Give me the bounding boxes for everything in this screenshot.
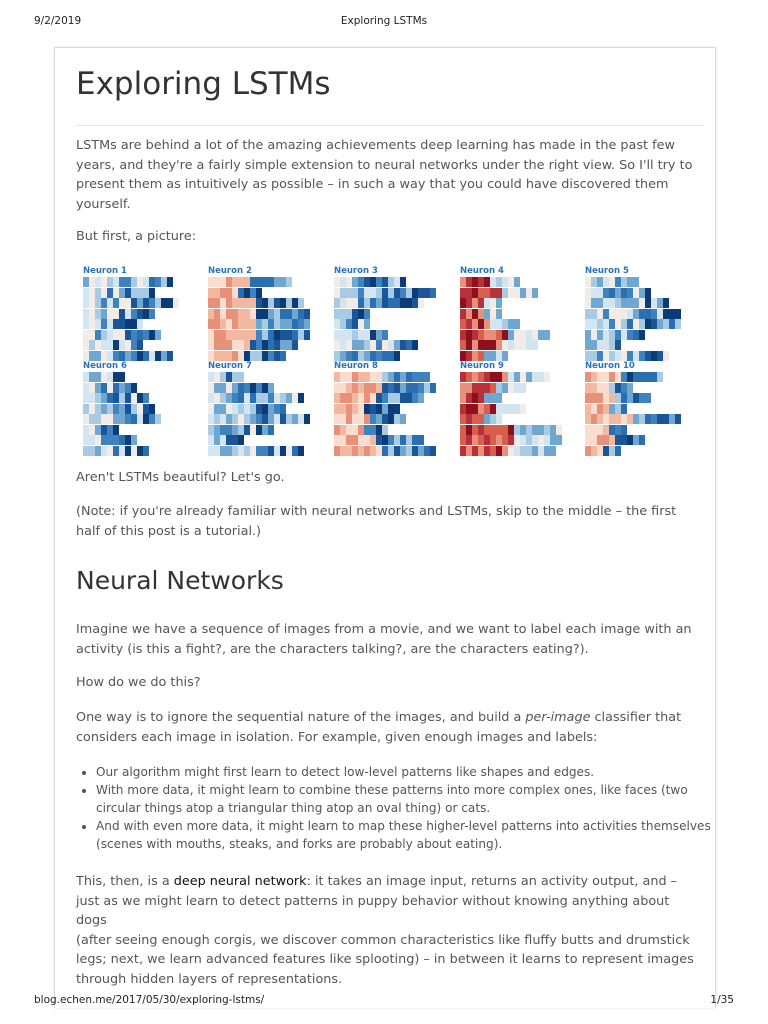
heatmap-row	[208, 298, 304, 308]
heatmap-row	[83, 404, 155, 414]
heatmap-cell	[645, 288, 651, 298]
heatmap-row	[460, 414, 502, 424]
heatmap-cell	[424, 372, 430, 382]
heatmap-cell	[394, 351, 400, 361]
heatmap-cell	[544, 330, 550, 340]
heatmap-row	[83, 446, 149, 456]
heatmap-cell	[155, 330, 161, 340]
heatmap-row	[585, 298, 669, 308]
deep-neural-network-term: deep neural network	[173, 874, 307, 889]
heatmap-row	[208, 372, 244, 382]
neuron-label: Neuron 10	[585, 361, 635, 371]
neuron-label: Neuron 2	[208, 266, 252, 276]
heatmap-row	[585, 446, 621, 456]
neuron-label: Neuron 3	[334, 266, 378, 276]
heatmap-row	[334, 351, 400, 361]
heatmap-cell	[621, 404, 627, 414]
paragraph-line: legs; next, we learn advanced features like splooting) – in between it learns to represent images	[76, 952, 694, 967]
heatmap-row	[208, 288, 262, 298]
heatmap-cell	[280, 404, 286, 414]
heatmap-cell	[615, 446, 621, 456]
heatmap-row	[208, 330, 310, 340]
heatmap-cell	[268, 383, 274, 393]
print-date: 9/2/2019	[34, 15, 82, 27]
heatmap-row	[460, 393, 502, 403]
note-paragraph	[76, 502, 701, 541]
heatmap-cell	[412, 340, 418, 350]
heatmap-row	[460, 288, 538, 298]
heatmap-row	[208, 309, 310, 319]
heatmap-row	[460, 298, 502, 308]
heatmap-row	[460, 351, 508, 361]
paragraph-text: One way is to ignore the sequential nature of the images, and build a	[76, 710, 526, 725]
heatmap-cell	[550, 446, 556, 456]
heatmap-cell	[394, 404, 400, 414]
heatmap-cell	[400, 277, 406, 287]
heatmap-cell	[364, 319, 370, 329]
list-item-line: And with even more data, it might learn to map these higher-level patterns into activities themselves	[96, 819, 711, 833]
heatmap-row	[460, 309, 502, 319]
page-number: 1/35	[710, 994, 734, 1006]
heatmap-row	[334, 446, 436, 456]
print-url: blog.echen.me/2017/05/30/exploring-lstms/	[34, 994, 265, 1006]
heatmap-row	[83, 298, 179, 308]
heatmap-row	[334, 330, 388, 340]
heatmap-cell	[131, 383, 137, 393]
heatmap-cell	[556, 435, 562, 445]
heatmap-cell	[418, 298, 424, 308]
heatmap-row	[460, 340, 538, 350]
heatmap-row	[83, 425, 119, 435]
heatmap-cell	[304, 414, 310, 424]
bullet-list	[78, 763, 716, 853]
list-item-line: circular things atop a triangular thing atop an oval thing) or cats.	[96, 801, 491, 815]
heatmap-cell	[621, 425, 627, 435]
print-title: Exploring LSTMs	[340, 15, 428, 27]
heatmap-cell	[520, 404, 526, 414]
heatmap-row	[83, 372, 125, 382]
heatmap-row	[585, 351, 669, 361]
heatmap-cell	[633, 277, 639, 287]
heatmap-cell	[430, 288, 436, 298]
intro-line: years, and they're a fairly simple extension to neural networks under the right view. So I'll try to	[76, 157, 693, 173]
paragraph-line: activity (is this a fight?, are the characters talking?, are the characters eating?).	[76, 641, 589, 657]
paragraph-1	[76, 620, 701, 659]
page-title: Exploring LSTMs	[76, 66, 331, 102]
heatmap-cell	[645, 393, 651, 403]
heatmap-row	[83, 319, 143, 329]
heatmap-cell	[496, 298, 502, 308]
list-item	[96, 763, 716, 781]
emphasis-text: per-image	[525, 710, 591, 725]
heatmap-row	[585, 414, 681, 424]
heatmap-row	[585, 288, 651, 298]
heatmap-cell	[430, 446, 436, 456]
neuron-label: Neuron 1	[83, 266, 127, 276]
list-item	[96, 817, 716, 853]
heatmap-row	[585, 393, 651, 403]
heatmap-cell	[131, 435, 137, 445]
heatmap-cell	[382, 425, 388, 435]
heatmap-cell	[514, 277, 520, 287]
heatmap-cell	[167, 277, 173, 287]
heatmap-cell	[238, 372, 244, 382]
neuron-label: Neuron 5	[585, 266, 629, 276]
heatmap-row	[460, 277, 520, 287]
heatmap-cell	[502, 351, 508, 361]
heatmap-row	[334, 414, 406, 424]
heatmap-cell	[364, 309, 370, 319]
heatmap-row	[585, 404, 627, 414]
heatmap-cell	[675, 319, 681, 329]
heatmap-row	[585, 330, 645, 340]
heatmap-row	[208, 393, 304, 403]
heatmap-cell	[663, 298, 669, 308]
heatmap-row	[585, 277, 639, 287]
heatmap-row	[208, 319, 310, 329]
heatmap-cell	[155, 414, 161, 424]
neuron-label: Neuron 4	[460, 266, 504, 276]
paragraph-2: How do we do this?	[76, 675, 201, 690]
paragraph-text: classifier that	[590, 710, 682, 725]
neuron-label: Neuron 6	[83, 361, 127, 371]
article-card	[54, 47, 716, 1008]
heatmap-row	[334, 277, 406, 287]
heatmap-row	[208, 414, 310, 424]
heatmap-cell	[298, 393, 304, 403]
heatmap-row	[460, 404, 526, 414]
heatmap-row	[585, 372, 663, 382]
heatmap-row	[334, 288, 436, 298]
heatmap-row	[83, 393, 149, 403]
heatmap-row	[334, 309, 370, 319]
paragraph-line: through hidden layers of representations.	[76, 971, 343, 987]
list-item-line: Our algorithm might first learn to detect low-level patterns like shapes and edges.	[96, 765, 595, 779]
heatmap-row	[460, 372, 550, 382]
heatmap-row	[460, 425, 562, 435]
heatmap-row	[585, 340, 621, 350]
heatmap-cell	[304, 309, 310, 319]
heatmap-cell	[298, 298, 304, 308]
heatmap-row	[334, 319, 370, 329]
heatmap-cell	[675, 414, 681, 424]
heatmap-row	[83, 383, 137, 393]
heatmap-row	[208, 340, 298, 350]
heatmap-cell	[238, 435, 244, 445]
heatmap-cell	[675, 309, 681, 319]
heatmap-cell	[149, 309, 155, 319]
heatmap-row	[334, 340, 418, 350]
heatmap-cell	[286, 277, 292, 287]
heatmap-row	[83, 414, 161, 424]
heatmap-row	[83, 340, 143, 350]
heatmap-row	[585, 383, 633, 393]
intro-line: LSTMs are behind a lot of the amazing achievements deep learning has made in the past few	[76, 138, 675, 153]
intro-line: yourself.	[76, 196, 131, 212]
heatmap-row	[460, 435, 562, 445]
heatmap-row	[460, 330, 550, 340]
heatmap-row	[334, 372, 430, 382]
heatmap-cell	[382, 330, 388, 340]
heatmap-row	[585, 319, 681, 329]
heatmap-cell	[143, 446, 149, 456]
heatmap-cell	[268, 425, 274, 435]
neuron-label: Neuron 7	[208, 361, 252, 371]
after-picture-text: Aren't LSTMs beautiful? Let's go.	[76, 470, 285, 485]
heatmap-cell	[280, 351, 286, 361]
paragraph-line: (after seeing enough corgis, we discover common characteristics like fluffy butts and drumstick	[76, 932, 690, 948]
section-title: Neural Networks	[76, 566, 284, 595]
heatmap-cell	[544, 372, 550, 382]
note-line: half of this post is a tutorial.)	[76, 523, 262, 539]
heatmap-cell	[137, 340, 143, 350]
heatmap-cell	[298, 446, 304, 456]
heatmap-cell	[167, 351, 173, 361]
heatmap-row	[208, 383, 274, 393]
heatmap-row	[334, 393, 424, 403]
neuron-label: Neuron 9	[460, 361, 504, 371]
heatmap-cell	[149, 404, 155, 414]
picture-intro: But first, a picture:	[76, 229, 197, 244]
heatmap-cell	[520, 383, 526, 393]
heatmap-row	[208, 435, 244, 445]
heatmap-row	[83, 351, 173, 361]
heatmap-row	[334, 404, 400, 414]
paragraph-line: just as we might learn to detect patterns in puppy behavior without knowing anything about dogs	[76, 893, 670, 928]
heatmap-cell	[430, 383, 436, 393]
heatmap-row	[460, 446, 556, 456]
heatmap-row	[334, 425, 388, 435]
heatmap-cell	[304, 330, 310, 340]
heatmap-cell	[639, 330, 645, 340]
heatmap-cell	[418, 393, 424, 403]
heatmap-cell	[496, 309, 502, 319]
heatmap-row	[208, 277, 292, 287]
heatmap-cell	[418, 435, 424, 445]
heatmap-cell	[143, 393, 149, 403]
paragraph-4	[76, 872, 701, 989]
heatmap-row	[585, 435, 645, 445]
paragraph-line: Imagine we have a sequence of images from a movie, and we want to label each image with an	[76, 622, 692, 637]
paragraph-text: This, then, is a	[76, 874, 174, 889]
paragraph-3	[76, 708, 701, 747]
heatmap-row	[208, 446, 304, 456]
heatmap-cell	[292, 340, 298, 350]
note-line: (Note: if you're already familiar with neural networks and LSTMs, skip to the middle – the first	[76, 504, 677, 519]
heatmap-row	[83, 288, 155, 298]
heatmap-row	[460, 383, 526, 393]
heatmap-row	[208, 351, 286, 361]
heatmap-row	[585, 309, 681, 319]
heatmap-row	[460, 319, 520, 329]
heatmap-cell	[556, 425, 562, 435]
heatmap-cell	[400, 414, 406, 424]
heatmap-cell	[173, 298, 179, 308]
heatmap-cell	[627, 383, 633, 393]
paragraph-text: : it takes an image input, returns an activity output, and –	[306, 874, 678, 889]
heatmap-row	[334, 383, 436, 393]
heatmap-cell	[137, 319, 143, 329]
heatmap-cell	[532, 288, 538, 298]
heatmap-cell	[663, 351, 669, 361]
intro-line: present them as intuitively as possible – in such a way that you could have discovered them	[76, 177, 669, 192]
heatmap-row	[334, 298, 424, 308]
neuron-label: Neuron 8	[334, 361, 378, 371]
list-item-line: With more data, it might learn to combine these patterns into more complex ones, like faces (two	[96, 783, 688, 797]
heatmap-cell	[639, 435, 645, 445]
heatmap-row	[83, 277, 173, 287]
heatmap-row	[83, 330, 161, 340]
paragraph-line: considers each image in isolation. For example, given enough images and labels:	[76, 729, 598, 745]
heatmap-cell	[657, 372, 663, 382]
heatmap-row	[83, 435, 137, 445]
heatmap-row	[83, 309, 155, 319]
heatmap-row	[585, 425, 627, 435]
heatmap-row	[208, 404, 286, 414]
heatmap-row	[334, 435, 424, 445]
heatmap-cell	[615, 340, 621, 350]
heatmap-cell	[532, 340, 538, 350]
list-item	[96, 781, 716, 817]
heatmap-cell	[514, 319, 520, 329]
heatmap-row	[208, 425, 274, 435]
heatmap-cell	[304, 319, 310, 329]
heatmap-cell	[119, 372, 125, 382]
heatmap-cell	[256, 288, 262, 298]
list-item-line: (scenes with mouths, steaks, and forks are probably about eating).	[96, 837, 503, 851]
heatmap-cell	[149, 288, 155, 298]
heatmap-cell	[496, 393, 502, 403]
heatmap-cell	[113, 425, 119, 435]
heatmap-cell	[496, 414, 502, 424]
